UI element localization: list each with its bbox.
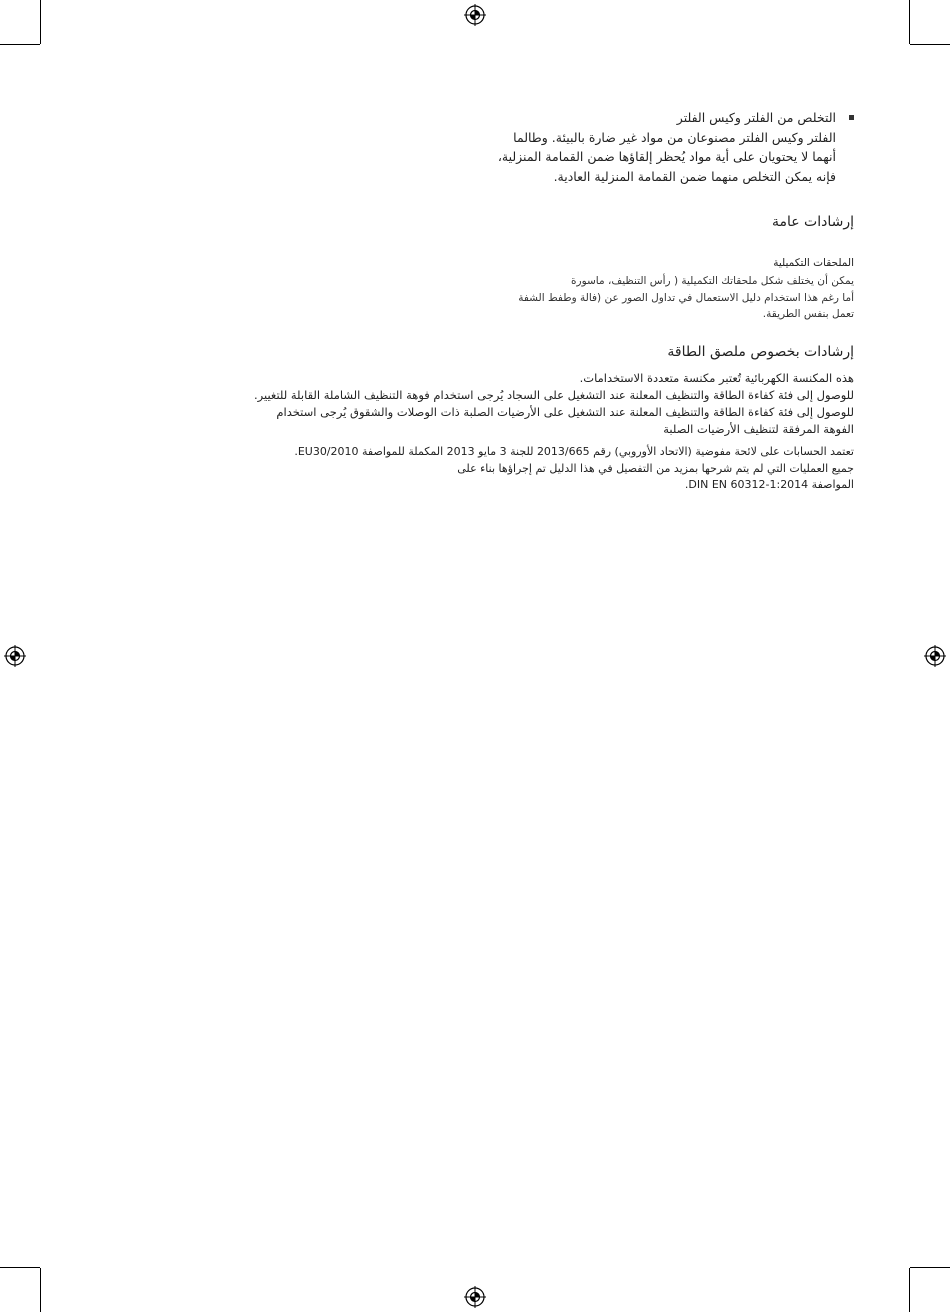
energy-label-line: هذه المكنسة الكهربائية تُعتبر مكنسة متعددة الاستخدامات. xyxy=(579,371,854,385)
crop-mark-bottom-right-h xyxy=(910,1267,950,1268)
disposal-line: أنهما لا يحتويان على أية مواد يُحظر إلقاؤها ضمن القمامة المنزلية، xyxy=(497,149,836,164)
energy-label-line: الفوهة المرفقة لتنظيف الأرضيات الصلبة xyxy=(663,422,854,436)
disposal-line: فإنه يمكن التخلص منهما ضمن القمامة المنزلية العادية. xyxy=(553,168,836,184)
registration-mark-left-icon xyxy=(4,645,26,667)
energy-label-body xyxy=(253,370,854,438)
square-bullet-icon xyxy=(849,115,854,120)
energy-label-footnote xyxy=(270,444,854,494)
accessories-line: تعمل بنفس الطريقة. xyxy=(762,308,854,320)
energy-label-line: للوصول إلى فئة كفاءة الطاقة والتنظيف المعلنة عند التشغيل على السجاد يُرجى استخدام فوهة التنظيف الشاملة القابلة للتغيير. xyxy=(253,388,854,402)
footnote-line: المواصفة DIN EN 60312-1:2014. xyxy=(684,478,854,491)
crop-mark-top-right-h xyxy=(910,44,950,45)
crop-mark-top-right-v xyxy=(909,0,910,44)
accessories-line: أما رغم هذا استخدام دليل الاستعمال في تداول الصور عن (فالة وطفط الشفة xyxy=(518,291,854,304)
footnote-line: جميع العمليات التي لم يتم شرحها بمزيد من التفصيل في هذا الدليل تم إجراؤها بناء على xyxy=(457,461,854,475)
energy-label-line: للوصول إلى فئة كفاءة الطاقة والتنظيف المعلنة عند التشغيل على الأرضيات الصلبة ذات الوصلات والشقوق يُرجى استخدام xyxy=(276,405,854,419)
general-section xyxy=(270,212,854,232)
registration-mark-bottom-icon xyxy=(464,1286,486,1308)
disposal-line: التخلص من الفلتر وكيس الفلتر xyxy=(676,110,836,125)
energy-label-section xyxy=(270,342,854,362)
crop-mark-top-left-h xyxy=(0,44,40,45)
registration-mark-right-icon xyxy=(924,645,946,667)
accessories-block xyxy=(270,256,854,323)
crop-mark-top-left-v xyxy=(40,0,41,44)
disposal-line: الفلتر وكيس الفلتر مصنوعان من مواد غير ضارة بالبيئة. وطالما xyxy=(513,129,836,145)
footnote-line: تعتمد الحسابات على لائحة مفوضية (الاتحاد الأوروبي) رقم 2013/665 للجنة 3 مايو 2013 المكملة للمواصفة EU30/2010. xyxy=(294,445,854,458)
disposal-bullet xyxy=(270,108,854,186)
energy-label-title: إرشادات بخصوص ملصق الطاقة xyxy=(667,344,854,360)
crop-mark-bottom-left-h xyxy=(0,1267,40,1268)
accessories-subtitle: الملحقات التكميلية xyxy=(773,257,854,269)
accessories-line: يمكن أن يختلف شكل ملحقاتك التكميلية ( رأس التنظيف، ماسورة xyxy=(571,275,854,287)
general-title: إرشادات عامة xyxy=(771,214,854,230)
crop-mark-bottom-right-v xyxy=(909,1268,910,1312)
crop-mark-bottom-left-v xyxy=(40,1268,41,1312)
registration-mark-top-icon xyxy=(464,4,486,26)
